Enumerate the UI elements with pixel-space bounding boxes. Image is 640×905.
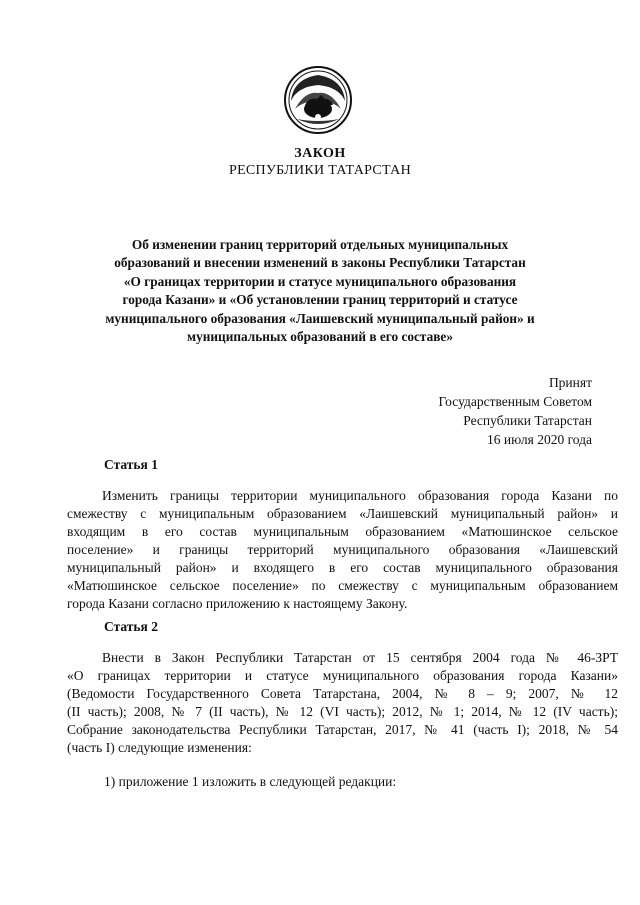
article-2-line: (II часть); 2008, № 7 (II часть), № 12 (VI часть); 2012, № 1; 2014, № 12 (IV часть);	[67, 704, 618, 719]
law-title-line: образований и внесении изменений в законы Республики Татарстан	[114, 255, 526, 271]
adoption-date: 16 июля 2020 года	[487, 432, 592, 447]
article-2-line: Внести в Закон Республики Татарстан от 15 сентября 2004 года № 46-ЗРТ	[102, 650, 618, 665]
law-title-line: Об изменении границ территорий отдельных муниципальных	[131, 237, 509, 252]
law-title-line: муниципальных образований в его составе»	[187, 329, 453, 345]
article-1-line: Изменить границы территории муниципального образования города Казани по	[102, 488, 618, 503]
article-2-heading: Статья 2	[104, 619, 158, 634]
law-title-line: города Казани» и «Об установлении границ территорий и статусе	[122, 292, 518, 308]
article-2-text	[67, 649, 618, 757]
adoption-line: Принят	[548, 375, 592, 390]
law-heading: ЗАКОН	[294, 146, 346, 161]
article-2-line: (часть I) следующие изменения:	[67, 740, 252, 755]
article-1-line: смежеству с муниципальным образованием «Лаишевский муниципальный район» и	[67, 506, 618, 521]
article-1-line: муниципальный район» и входящего в его состав муниципального образования	[67, 560, 618, 575]
adoption-line: Государственным Советом	[438, 394, 592, 409]
law-title-line: муниципального образования «Лаишевский муниципальный район» и	[105, 310, 535, 326]
article-1-line: города Казани согласно приложению к настоящему Закону.	[67, 596, 408, 611]
coat-of-arms-emblem-icon	[283, 65, 353, 135]
adoption-line: Республики Татарстан	[463, 413, 592, 428]
republic-heading: РЕСПУБЛИКИ ТАТАРСТАН	[228, 163, 411, 178]
law-title	[100, 236, 540, 346]
law-title-line: «О границах территории и статусе муниципального образования	[123, 273, 517, 289]
article-2-line: «О границах территории и статусе муниципального образования города Казани»	[67, 668, 618, 683]
adoption-block	[439, 373, 592, 449]
article-2-line: Собрание законодательства Республики Татарстан, 2017, № 41 (часть I); 2018, № 54	[67, 722, 618, 737]
article-1-line: входящим в его состав муниципальным образованием «Матюшинское сельское	[67, 524, 618, 539]
article-2-line: (Ведомости Государственного Совета Татарстана, 2004, № 8 – 9; 2007, № 12	[67, 686, 618, 701]
amendment-item-1: 1) приложение 1 изложить в следующей редакции:	[104, 774, 397, 789]
article-1-heading: Статья 1	[104, 457, 158, 472]
article-1-text	[67, 487, 618, 613]
article-1-line: поселение» и границы территорий муниципального образования «Лаишевский	[67, 542, 618, 557]
article-1-line: «Матюшинское сельское поселение» по смежеству с муниципальным образованием	[67, 578, 618, 593]
